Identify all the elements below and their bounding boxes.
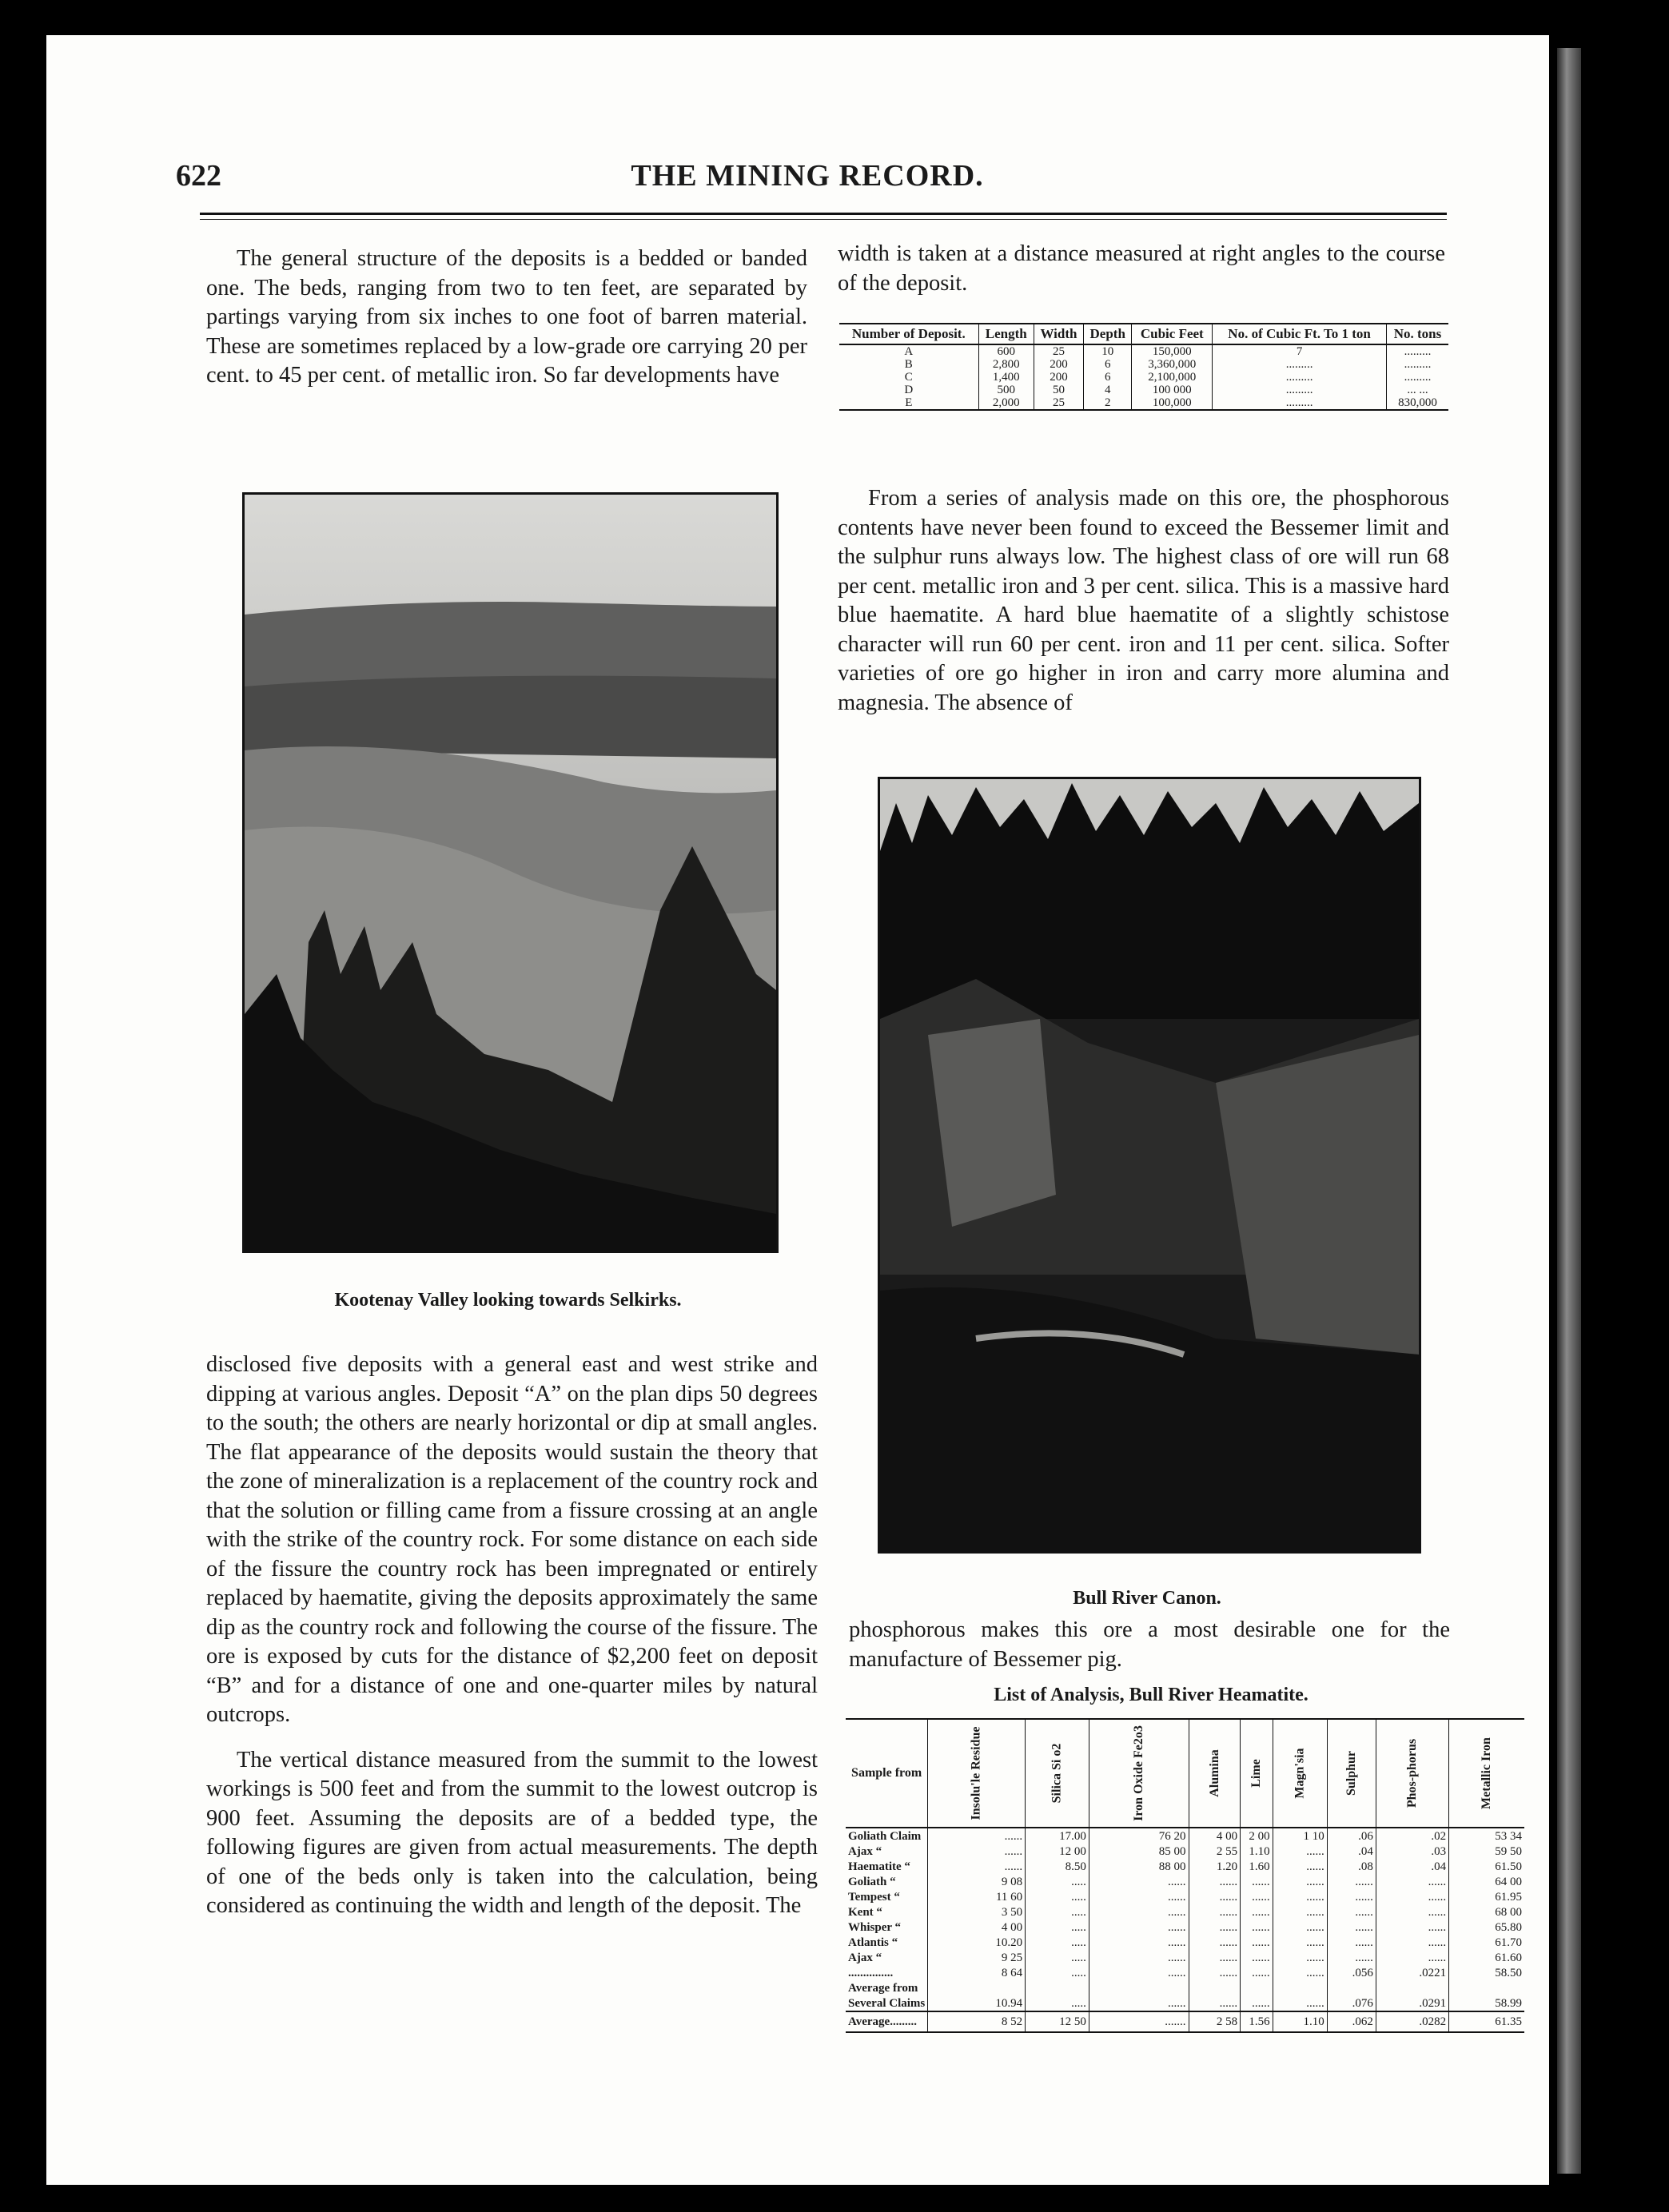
table-cell: .04 [1327, 1844, 1376, 1859]
table-cell: ...... [1089, 1920, 1189, 1935]
table-cell: C [904, 371, 913, 384]
table-cell: ...... [1273, 1844, 1327, 1859]
bull-river-canon-photo [878, 777, 1421, 1554]
table-cell: 25 [1034, 344, 1083, 358]
table-cell: ...... [1273, 1950, 1327, 1965]
table-row [846, 1935, 1524, 1950]
table-header-cell: No. tons [1386, 324, 1448, 344]
table-cell: 88 00 [1089, 1859, 1189, 1874]
table-cell: 6 [1084, 371, 1132, 384]
table-cell: 1.10 [1241, 1844, 1273, 1859]
table-row [839, 358, 1448, 371]
table-header-cell: Alumina [1189, 1719, 1241, 1828]
table-cell: 53 34 [1449, 1828, 1524, 1844]
table-row [846, 1889, 1524, 1904]
table-cell: ...... [1273, 1889, 1327, 1904]
table-row [846, 1904, 1524, 1920]
table-cell: B [904, 358, 913, 371]
table-row [839, 371, 1448, 384]
table-cell: ......... [1213, 384, 1387, 396]
table-row [846, 1995, 1524, 2011]
table-cell: 830,000 [1386, 396, 1448, 410]
table-cell: 1.56 [1241, 2011, 1273, 2032]
table-cell: ...... [1189, 1935, 1241, 1950]
table-cell: 85 00 [1089, 1844, 1189, 1859]
table-cell: Goliath “ [848, 1875, 896, 1888]
table-cell: 65.80 [1449, 1920, 1524, 1935]
table-header-cell: Length [978, 324, 1034, 344]
table-cell: ...... [1376, 1950, 1448, 1965]
paragraph: disclosed five deposits with a general east and west strike and dipping at various angles. Deposit “A” on the plan dips 50 degrees to the south; the others are nearly horizontal or dip at small angles. The flat appearance of the deposits would sustain the theory that the zone of mineralization is a replacement of the country rock and that the solution or filling came from a fissure crossing at an angle with the strike of the country rock. For some distance on each side of the fissure the country rock has been impregnated or entirely replaced by haematite, giving the deposits approximately the same dip as the country rock and following the course of the fissure. The ore is exposed by cuts for the distance of $2,200 feet on deposit “B” and for a distance of one and one-quarter miles by natural outcrops. [206, 1352, 818, 1727]
table-cell: Goliath Claim [848, 1829, 922, 1843]
table-cell [1026, 1980, 1089, 1995]
table-cell: 1.10 [1273, 2011, 1327, 2032]
table-header-cell: Sulphur [1327, 1719, 1376, 1828]
table-cell: 8 64 [928, 1965, 1026, 1980]
table-cell: 2,800 [978, 358, 1034, 371]
table-cell: 25 [1034, 396, 1083, 410]
table-cell: 11 60 [928, 1889, 1026, 1904]
header-rule [200, 213, 1447, 215]
table-cell: ...... [1089, 1950, 1189, 1965]
table-row [846, 1828, 1524, 1844]
table-cell: ...... [1327, 1935, 1376, 1950]
photo-caption-bull-river: Bull River Canon. [1073, 1588, 1221, 1609]
table-header-cell: Width [1034, 324, 1083, 344]
table-cell: ...... [928, 1844, 1026, 1859]
table-header-cell: Iron Oxide Fe2o3 [1089, 1719, 1189, 1828]
table-header-cell: Metallic Iron [1449, 1719, 1524, 1828]
running-title: THE MINING RECORD. [631, 159, 984, 193]
table-cell: ......... [1386, 358, 1448, 371]
table-cell: ..... [1026, 1874, 1089, 1889]
table-cell: 61.50 [1449, 1859, 1524, 1874]
table-cell: .062 [1327, 2011, 1376, 2032]
table-cell: ...... [1189, 1920, 1241, 1935]
table-cell: Average from [848, 1981, 918, 1995]
table-cell: ...... [1273, 1935, 1327, 1950]
table-cell: ...... [1189, 1965, 1241, 1980]
table-cell: 1.60 [1241, 1859, 1273, 1874]
table-header-cell: No. of Cubic Ft. To 1 ton [1213, 324, 1387, 344]
table-cell: Ajax “ [848, 1844, 882, 1858]
table-cell: .02 [1376, 1828, 1448, 1844]
table-cell: 200 [1034, 358, 1083, 371]
table-cell: .076 [1327, 1995, 1376, 2011]
table-cell: 100 000 [1132, 384, 1213, 396]
table-cell: 200 [1034, 371, 1083, 384]
table-row [846, 1844, 1524, 1859]
table-cell: ...... [1089, 1889, 1189, 1904]
table-cell: 68 00 [1449, 1904, 1524, 1920]
table-cell: ... ... [1386, 384, 1448, 396]
average-row [846, 2011, 1524, 2032]
paragraph: From a series of analysis made on this ore, the phosphorous contents have never been found to exceed the Bessemer limit and the sulphur runs always low. The highest class of ore will run 68 per cent. metallic iron and 3 per cent. silica. This is a massive hard blue haematite. A hard blue haematite of a slightly schistose character will run 60 per cent. iron and 11 per cent. silica. Softer varieties of ore go higher in iron and carry more alumina and magnesia. The absence of [838, 486, 1449, 715]
table-cell: Atlantis “ [848, 1936, 898, 1949]
table-cell: ...... [1376, 1935, 1448, 1950]
table-cell: 61.95 [1449, 1889, 1524, 1904]
table-cell: .04 [1376, 1859, 1448, 1874]
table-cell: 1 10 [1273, 1828, 1327, 1844]
table-cell: ......... [1213, 371, 1387, 384]
table-header-cell: Depth [1084, 324, 1132, 344]
table-cell: ..... [1026, 1935, 1089, 1950]
photo-caption-kootenay: Kootenay Valley looking towards Selkirks. [334, 1290, 682, 1311]
analysis-table [846, 1718, 1524, 2033]
table-cell: .056 [1327, 1965, 1376, 1980]
table-row [839, 344, 1448, 358]
table-cell: ...... [1089, 1904, 1189, 1920]
table-cell: 6 [1084, 358, 1132, 371]
table-header-cell: Insolu'le Residue [928, 1719, 1026, 1828]
paragraph: The vertical distance measured from the summit to the lowest workings is 500 feet and from the summit to the lowest outcrop is 900 feet. Assuming the deposits are of a bedded type, the following figures are given from actual measurements. The depth of one of the beds only is taken into the calculation, being considered as continuing the width and length of the deposit. The [206, 1747, 818, 1918]
table-header-cell: Lime [1241, 1719, 1273, 1828]
table-cell: A [904, 345, 914, 358]
table-cell: 500 [978, 384, 1034, 396]
table-cell: 4 [1084, 384, 1132, 396]
table-cell: ......... [1213, 358, 1387, 371]
table-cell: 100,000 [1132, 396, 1213, 410]
table-cell: .0282 [1376, 2011, 1448, 2032]
page-number: 622 [176, 159, 221, 193]
right-column-top [838, 240, 1445, 314]
table-cell: 59 50 [1449, 1844, 1524, 1859]
table-cell: 50 [1034, 384, 1083, 396]
table-cell: Kent “ [848, 1905, 882, 1919]
table-cell [928, 1980, 1026, 1995]
table-cell: ...... [1089, 1935, 1189, 1950]
table-cell: Tempest “ [848, 1890, 900, 1904]
table-cell: Ajax “ [848, 1951, 882, 1964]
table-header-cell: Phos-phorus [1376, 1719, 1448, 1828]
table-cell: 64 00 [1449, 1874, 1524, 1889]
table-cell: Average......... [846, 2011, 928, 2032]
table-cell: 4 00 [928, 1920, 1026, 1935]
table-cell: ...... [1089, 1965, 1189, 1980]
table-cell [1189, 1980, 1241, 1995]
table-cell: ...... [1241, 1874, 1273, 1889]
table-cell: 58.99 [1449, 1995, 1524, 2011]
table-cell: ...... [1273, 1874, 1327, 1889]
paragraph: width is taken at a distance measured at right angles to the course of the deposit. [838, 241, 1445, 296]
table-cell: ..... [1026, 1965, 1089, 1980]
table-cell: ...... [1376, 1874, 1448, 1889]
table-header-cell: Cubic Feet [1132, 324, 1213, 344]
table-cell: 10.94 [928, 1995, 1026, 2011]
table-cell: ..... [1026, 1920, 1089, 1935]
table-cell: ...... [1327, 1889, 1376, 1904]
table-cell: ..... [1026, 1950, 1089, 1965]
table-cell: 61.35 [1449, 2011, 1524, 2032]
analysis-table-title: List of Analysis, Bull River Heamatite. [994, 1685, 1309, 1705]
table-cell: ...... [1376, 1920, 1448, 1935]
table-row [839, 396, 1448, 410]
table-cell: 3,360,000 [1132, 358, 1213, 371]
table-row [846, 1920, 1524, 1935]
table-cell: ...... [1327, 1874, 1376, 1889]
table-cell: ...... [1327, 1950, 1376, 1965]
deposits-table [839, 323, 1448, 411]
table-cell: ...... [1273, 1904, 1327, 1920]
table-cell: 2 00 [1241, 1828, 1273, 1844]
table-cell: ...... [1089, 1874, 1189, 1889]
kootenay-valley-photo [242, 492, 779, 1253]
table-cell: D [904, 384, 914, 396]
table-cell: 4 00 [1189, 1828, 1241, 1844]
table-row [846, 1980, 1524, 1995]
table-cell: ....... [1089, 2011, 1189, 2032]
table-cell: ...... [1089, 1995, 1189, 2011]
table-cell: ...... [1273, 1995, 1327, 2011]
page-header [176, 158, 1439, 206]
table-cell: ...... [1189, 1950, 1241, 1965]
table-cell: Whisper “ [848, 1920, 901, 1934]
table-cell: ...... [1241, 1935, 1273, 1950]
table-cell: 2,000 [978, 396, 1034, 410]
table-cell: ...... [1376, 1889, 1448, 1904]
table-cell [1241, 1980, 1273, 1995]
table-cell: 2 55 [1189, 1844, 1241, 1859]
table-cell: 7 [1213, 344, 1387, 358]
table-cell [1273, 1980, 1327, 1995]
table-cell: 2 58 [1189, 2011, 1241, 2032]
table-cell: 150,000 [1132, 344, 1213, 358]
table-cell: 600 [978, 344, 1034, 358]
table-cell: ...... [1376, 1904, 1448, 1920]
table-cell: Several Claims [848, 1996, 926, 2010]
table-row [846, 1874, 1524, 1889]
table-row [846, 1859, 1524, 1874]
table-cell: .08 [1327, 1859, 1376, 1874]
table-cell: ...... [1189, 1889, 1241, 1904]
table-cell: 10.20 [928, 1935, 1026, 1950]
table-cell: .0221 [1376, 1965, 1448, 1980]
table-cell: 61.70 [1449, 1935, 1524, 1950]
table-cell: 3 50 [928, 1904, 1026, 1920]
table-cell: ......... [1386, 344, 1448, 358]
table-cell: ...... [1241, 1965, 1273, 1980]
table-cell: .0291 [1376, 1995, 1448, 2011]
table-cell: ...... [928, 1859, 1026, 1874]
table-row [839, 384, 1448, 396]
table-cell: 12 00 [1026, 1844, 1089, 1859]
table-cell: 1,400 [978, 371, 1034, 384]
table-cell: ............... [848, 1966, 894, 1979]
table-cell: ...... [1189, 1874, 1241, 1889]
table-cell: ...... [1189, 1995, 1241, 2011]
table-header-cell: Magn'sia [1273, 1719, 1327, 1828]
right-column-bottom [849, 1616, 1450, 1690]
table-header-cell: Number of Deposit. [839, 324, 978, 344]
table-cell: ......... [1386, 371, 1448, 384]
table-cell: ...... [1241, 1904, 1273, 1920]
table-cell: 12 50 [1026, 2011, 1089, 2032]
table-cell: 2,100,000 [1132, 371, 1213, 384]
paragraph: phosphorous makes this ore a most desirable one for the manufacture of Bessemer pig. [849, 1617, 1450, 1672]
table-cell: ...... [1273, 1920, 1327, 1935]
table-cell: ...... [1273, 1859, 1327, 1874]
table-cell [1376, 1980, 1448, 1995]
table-cell: ...... [1189, 1904, 1241, 1920]
table-cell [1449, 1980, 1524, 1995]
left-column-bottom [206, 1351, 818, 1937]
table-cell: 17.00 [1026, 1828, 1089, 1844]
book-edge [1557, 48, 1581, 2174]
table-cell: ...... [1241, 1889, 1273, 1904]
table-cell [1089, 1980, 1189, 1995]
table-cell: ...... [1241, 1950, 1273, 1965]
table-cell: ...... [1241, 1995, 1273, 2011]
table-cell: ..... [1026, 1904, 1089, 1920]
table-cell: 76 20 [1089, 1828, 1189, 1844]
table-cell: ...... [1327, 1904, 1376, 1920]
table-cell: ..... [1026, 1995, 1089, 2011]
table-row [846, 1950, 1524, 1965]
table-cell: 61.60 [1449, 1950, 1524, 1965]
table-cell: 9 25 [928, 1950, 1026, 1965]
table-cell: ...... [1327, 1920, 1376, 1935]
table-cell: Haematite “ [848, 1860, 910, 1873]
table-cell: .06 [1327, 1828, 1376, 1844]
paragraph: The general structure of the deposits is a bedded or banded one. The beds, ranging from two to ten feet, are separated by partings varying from six inches to one foot of barren material. These are sometimes replaced by a low-grade ore carrying 20 per cent. to 45 per cent. of metallic iron. So far developments have [206, 246, 807, 388]
table-cell: .03 [1376, 1844, 1448, 1859]
table-cell: ...... [928, 1828, 1026, 1844]
table-cell: 1.20 [1189, 1859, 1241, 1874]
left-column-top [206, 245, 807, 407]
table-cell: 10 [1084, 344, 1132, 358]
table-header-cell: Sample from [846, 1719, 928, 1828]
table-cell: 58.50 [1449, 1965, 1524, 1980]
right-column-middle [838, 484, 1449, 734]
table-cell [1327, 1980, 1376, 1995]
table-cell: 8 52 [928, 2011, 1026, 2032]
table-header-cell: Silica Si o2 [1026, 1719, 1089, 1828]
header-rule-thin [200, 219, 1447, 220]
table-cell: 9 08 [928, 1874, 1026, 1889]
table-cell: ......... [1213, 396, 1387, 410]
table-cell: ...... [1273, 1965, 1327, 1980]
table-cell: E [839, 396, 978, 410]
table-cell: ..... [1026, 1889, 1089, 1904]
table-cell: 2 [1084, 396, 1132, 410]
table-cell: 8.50 [1026, 1859, 1089, 1874]
table-row [846, 1965, 1524, 1980]
table-cell: ...... [1241, 1920, 1273, 1935]
